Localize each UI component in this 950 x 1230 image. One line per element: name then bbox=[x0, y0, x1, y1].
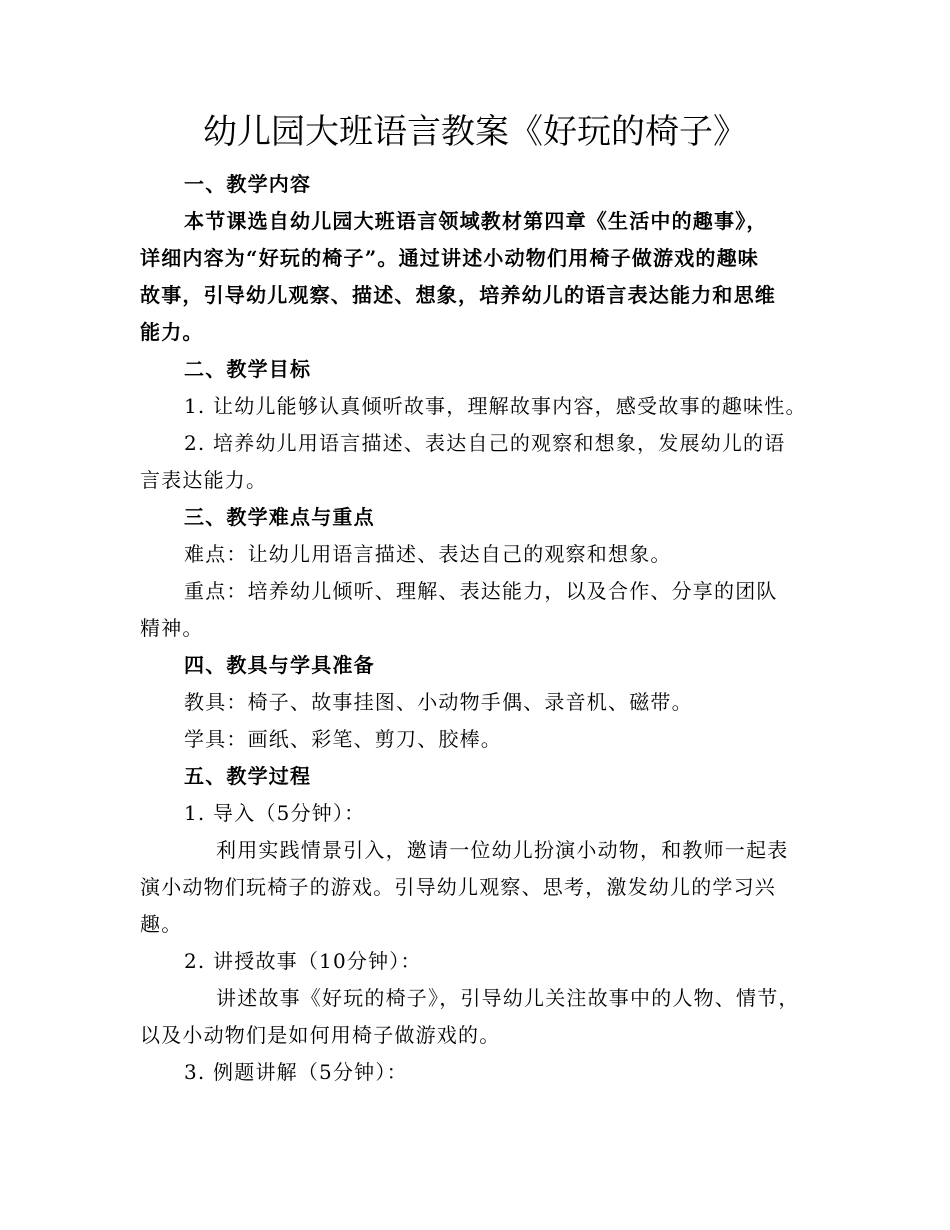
student-materials: 学具：画纸、彩笔、剪刀、胶棒。 bbox=[184, 727, 502, 751]
process-step-1-title: 1. 导入（5分钟）： bbox=[184, 801, 366, 825]
section-heading-process: 五、教学过程 bbox=[184, 764, 312, 788]
document-title: 幼儿园大班语言教案《好玩的椅子》 bbox=[203, 112, 747, 152]
section-heading-content: 一、教学内容 bbox=[184, 172, 312, 196]
paragraph-line: 言表达能力。 bbox=[140, 468, 268, 492]
paragraph-line: 趣。 bbox=[140, 912, 183, 936]
paragraph-line: 能力。 bbox=[140, 320, 204, 344]
paragraph-line: 故事，引导幼儿观察、描述、想象，培养幼儿的语言表达能力和思维 bbox=[140, 283, 776, 307]
section-paragraph-content bbox=[140, 203, 820, 351]
teacher-materials: 教具：椅子、故事挂图、小动物手偶、录音机、磁带。 bbox=[184, 690, 693, 714]
document-body bbox=[140, 166, 820, 1091]
paragraph-line: 重点：培养幼儿倾听、理解、表达能力，以及合作、分享的团队 bbox=[184, 579, 778, 603]
process-step-3-title: 3. 例题讲解（5分钟）： bbox=[184, 1060, 408, 1084]
paragraph-line: 利用实践情景引入，邀请一位幼儿扮演小动物，和教师一起表 bbox=[216, 838, 789, 862]
section-heading-objectives: 二、教学目标 bbox=[184, 357, 312, 381]
process-step-2-body bbox=[140, 980, 820, 1054]
paragraph-line: 详细内容为“好玩的椅子”。通过讲述小动物们用椅子做游戏的趣味 bbox=[140, 246, 760, 270]
difficult-point: 难点：让幼儿用语言描述、表达自己的观察和想象。 bbox=[184, 542, 672, 566]
key-point bbox=[140, 573, 820, 647]
objective-item-2 bbox=[140, 425, 820, 499]
paragraph-line: 以及小动物们是如何用椅子做游戏的。 bbox=[140, 1023, 501, 1047]
objective-item-1: 1. 让幼儿能够认真倾听故事，理解故事内容，感受故事的趣味性。 bbox=[184, 394, 807, 418]
paragraph-line: 2. 培养幼儿用语言描述、表达自己的观察和想象，发展幼儿的语 bbox=[184, 431, 786, 455]
process-step-1-body bbox=[140, 832, 820, 943]
section-heading-materials: 四、教具与学具准备 bbox=[184, 653, 375, 677]
paragraph-line: 讲述故事《好玩的椅子》，引导幼儿关注故事中的人物、情节， bbox=[216, 986, 800, 1010]
section-heading-key-points: 三、教学难点与重点 bbox=[184, 505, 375, 529]
process-step-2-title: 2. 讲授故事（10分钟）： bbox=[184, 949, 422, 973]
paragraph-line: 精神。 bbox=[140, 616, 204, 640]
paragraph-line: 演小动物们玩椅子的游戏。引导幼儿观察、思考，激发幼儿的学习兴 bbox=[140, 875, 776, 899]
paragraph-line: 本节课选自幼儿园大班语言领域教材第四章《生活中的趣事》， bbox=[184, 209, 768, 233]
